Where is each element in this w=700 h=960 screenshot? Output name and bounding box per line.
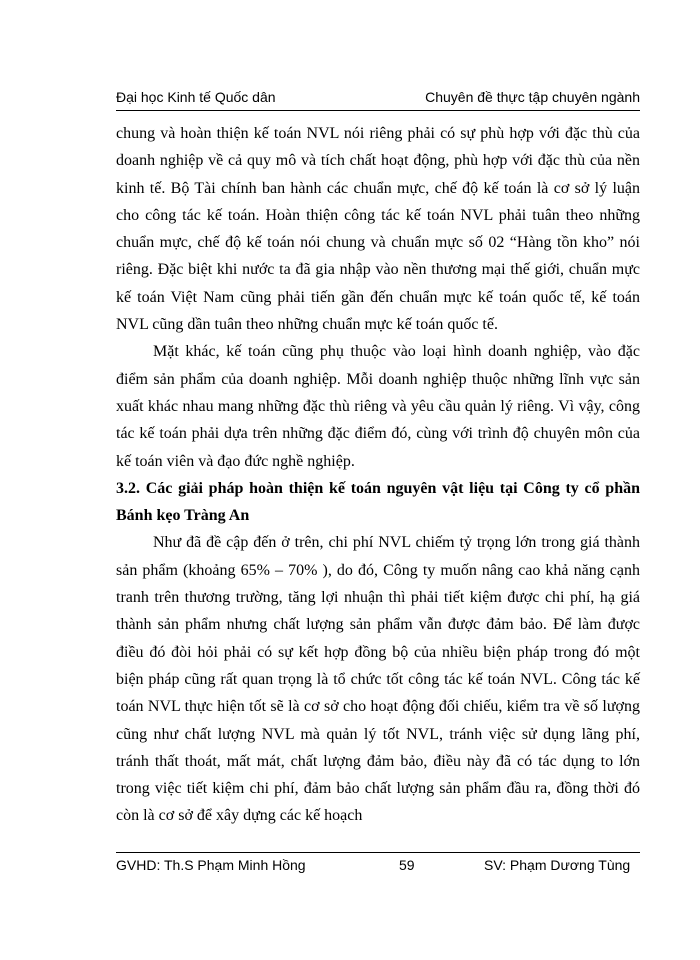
paragraph-solutions-intro: Như đã đề cập đến ở trên, chi phí NVL chiếm tỷ trọng lớn trong giá thành sản phẩm (khoảng 65% – 70% ), do đó, Công ty muốn nâng cao khả năng cạnh tranh trên thương trường, tăng lợi nhuận thì phải tiết kiệm được chi phí, hạ giá thành sản phẩm nhưng chất lượng sản phẩm vẫn được đảm bảo. Để làm được điều đó đòi hỏi phải có sự kết hợp đồng bộ của nhiều biện pháp trong đó một biện pháp cũng rất quan trọng là tổ chức tốt công tác kế toán NVL. Công tác kế toán NVL thực hiện tốt sẽ là cơ sở cho hoạt động đối chiếu, kiểm tra về số lượng cũng như chất lượng NVL mà quản lý tốt NVL, tránh việc sử dụng lãng phí, tránh thất thoát, mất mát, chất lượng đảm bảo, điều này đã có tác dụng to lớn trong việc tiết kiệm chi phí, đảm bảo chất lượng sản phẩm đầu ra, đồng thời đó còn là cơ sở để xây dựng các kế hoạch bbox=[116, 534, 640, 825]
header-university: Đại học Kinh tế Quốc dân bbox=[116, 89, 276, 105]
page-body bbox=[116, 120, 640, 830]
footer-divider bbox=[116, 852, 640, 853]
footer-advisor: GVHD: Th.S Phạm Minh Hồng bbox=[116, 857, 306, 873]
paragraph-continuation: chung và hoàn thiện kế toán NVL nói riêng phải có sự phù hợp với đặc thù của doanh nghiệp về cả quy mô và tích chất hoạt động, phù hợp với đặc thù của nền kinh tế. Bộ Tài chính ban hành các chuẩn mực, chế độ kế toán là cơ sở lý luận cho công tác kế toán. Hoàn thiện công tác kế toán NVL phải tuân theo những chuẩn mực, chế độ kế toán nói chung và chuẩn mực số 02 “Hàng tồn kho” nói riêng. Đặc biệt khi nước ta đã gia nhập vào nền thương mại thế giới, chuẩn mực kế toán Việt Nam cũng phải tiến gần đến chuẩn mực kế toán quốc tế, kế toán NVL cũng dần tuân theo những chuẩn mực kế toán quốc tế. bbox=[116, 125, 640, 334]
header-document-type: Chuyên đề thực tập chuyên ngành bbox=[425, 89, 640, 105]
header-divider bbox=[116, 110, 640, 111]
section-heading: 3.2. Các giải pháp hoàn thiện kế toán nguyên vật liệu tại Công ty cổ phần Bánh kẹo Tràng An bbox=[116, 479, 640, 525]
page-header bbox=[116, 86, 640, 108]
footer-student: SV: Phạm Dương Tùng bbox=[484, 857, 631, 873]
footer-page-number: 59 bbox=[399, 857, 415, 873]
paragraph-accounting-factors: Mặt khác, kế toán cũng phụ thuộc vào loại hình doanh nghiệp, vào đặc điểm sản phẩm của doanh nghiệp. Mỗi doanh nghiệp thuộc những lĩnh vực sản xuất khác nhau mang những đặc thù riêng và yêu cầu quản lý riêng. Vì vậy, công tác kế toán phải dựa trên những đặc điểm đó, cùng với trình độ chuyên môn của kế toán viên và đạo đức nghề nghiệp. bbox=[116, 343, 640, 470]
page-footer bbox=[116, 854, 640, 876]
